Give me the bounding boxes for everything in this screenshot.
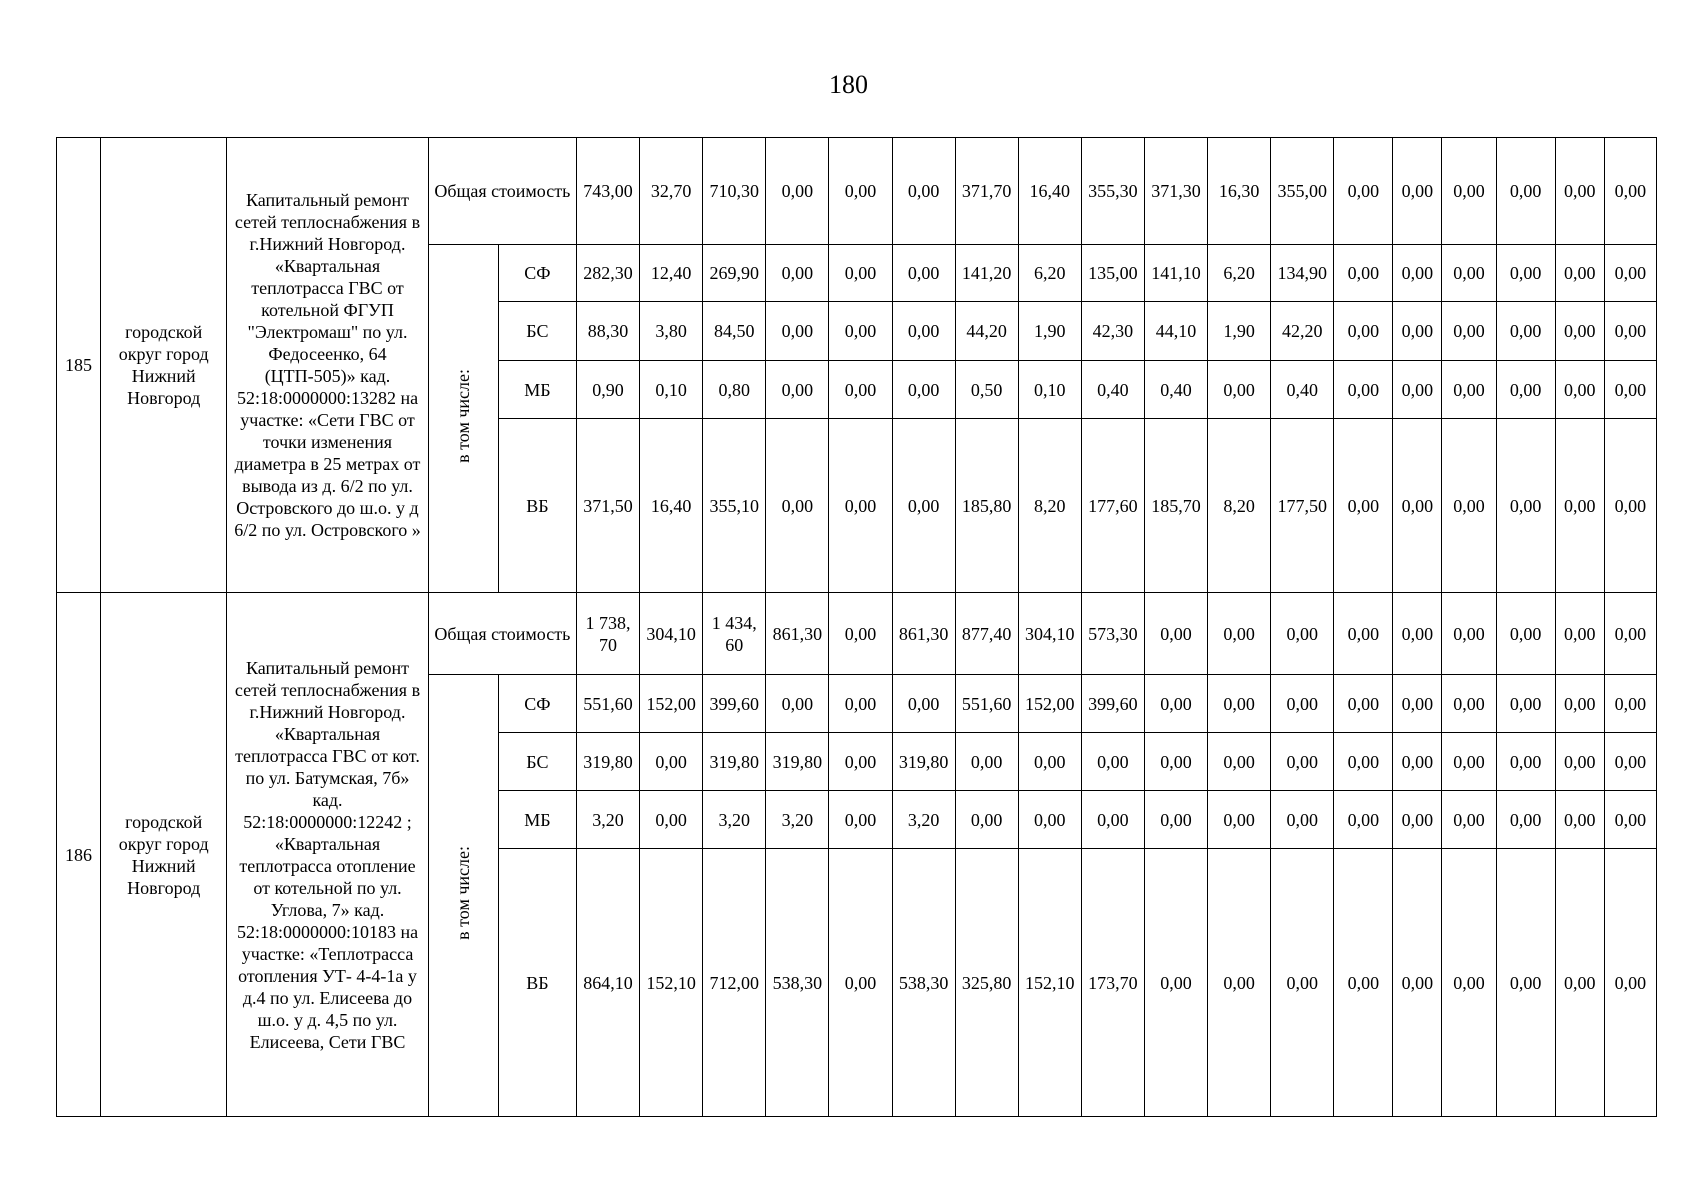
amount-cell: 0,00: [766, 302, 829, 361]
amount-cell: 6,20: [1018, 245, 1081, 302]
amount-cell: 0,00: [1604, 138, 1656, 245]
amount-cell: 0,40: [1271, 361, 1334, 419]
amount-cell: 0,00: [1555, 302, 1604, 361]
amount-cell: 0,00: [1604, 302, 1656, 361]
amount-cell: 0,00: [1334, 245, 1393, 302]
amount-cell: 173,70: [1081, 849, 1144, 1117]
amount-cell: 177,50: [1271, 419, 1334, 593]
amount-cell: 355,10: [703, 419, 766, 593]
funding-source-label: ВБ: [498, 849, 576, 1117]
record-description: Капитальный ремонт сетей теплоснабжения в г.Нижний Новгород. «Квартальная теплотрасса ГВС от кот. по ул. Батумская, 7б» кад. 52:18:0000000:12242 ; «Квартальная теплотрасса отопление от котельной по ул. Углова, 7» кад. 52:18:0000000:10183 на участке: «Теплотрасса отопления УТ- 4-4-1а у д.4 по ул. Елисеева до ш.о. у д. 4,5 по ул. Елисеева, Сети ГВС: [227, 593, 428, 1117]
record-total-row: [57, 593, 1657, 675]
amount-cell: 0,00: [1018, 733, 1081, 791]
amount-cell: 0,00: [1334, 593, 1393, 675]
amount-cell: 710,30: [703, 138, 766, 245]
amount-cell: 0,00: [1496, 675, 1555, 733]
amount-cell: 551,60: [576, 675, 639, 733]
funding-source-label: БС: [498, 733, 576, 791]
amount-cell: 0,00: [1604, 245, 1656, 302]
amount-cell: 0,00: [1393, 791, 1442, 849]
amount-cell: 0,00: [1081, 733, 1144, 791]
budget-table-body: [57, 138, 1657, 1117]
amount-cell: 0,40: [1081, 361, 1144, 419]
amount-cell: 551,60: [955, 675, 1018, 733]
amount-cell: 32,70: [640, 138, 703, 245]
amount-cell: 3,20: [703, 791, 766, 849]
amount-cell: 573,30: [1081, 593, 1144, 675]
amount-cell: 0,10: [640, 361, 703, 419]
amount-cell: 0,00: [1442, 733, 1496, 791]
amount-cell: 0,00: [1496, 361, 1555, 419]
amount-cell: 0,00: [1271, 849, 1334, 1117]
amount-cell: 1,90: [1208, 302, 1271, 361]
amount-cell: 319,80: [703, 733, 766, 791]
amount-cell: 538,30: [892, 849, 955, 1117]
amount-cell: 371,50: [576, 419, 639, 593]
amount-cell: 0,00: [1208, 361, 1271, 419]
amount-cell: 0,00: [1555, 593, 1604, 675]
amount-cell: 0,00: [829, 733, 892, 791]
amount-cell: 864,10: [576, 849, 639, 1117]
amount-cell: 152,10: [640, 849, 703, 1117]
amount-cell: 0,00: [766, 138, 829, 245]
amount-cell: 0,00: [1442, 302, 1496, 361]
amount-cell: 0,00: [892, 138, 955, 245]
amount-cell: 141,20: [955, 245, 1018, 302]
amount-cell: 861,30: [892, 593, 955, 675]
amount-cell: 3,20: [766, 791, 829, 849]
amount-cell: 0,00: [829, 245, 892, 302]
amount-cell: 0,00: [1604, 675, 1656, 733]
amount-cell: 1 434,60: [703, 593, 766, 675]
amount-cell: 0,00: [1604, 361, 1656, 419]
amount-cell: 0,00: [766, 675, 829, 733]
amount-cell: 0,00: [1496, 302, 1555, 361]
amount-cell: 319,80: [766, 733, 829, 791]
amount-cell: 0,00: [1442, 849, 1496, 1117]
record-municipality: городской округ город Нижний Новгород: [101, 593, 227, 1117]
funding-source-label: СФ: [498, 245, 576, 302]
amount-cell: 712,00: [703, 849, 766, 1117]
amount-cell: 0,90: [576, 361, 639, 419]
amount-cell: 0,00: [1393, 593, 1442, 675]
amount-cell: 0,00: [1334, 849, 1393, 1117]
including-label-cell: [428, 675, 498, 1117]
funding-source-label: БС: [498, 302, 576, 361]
amount-cell: 0,00: [1442, 361, 1496, 419]
amount-cell: 0,00: [1496, 245, 1555, 302]
amount-cell: 0,00: [1393, 361, 1442, 419]
amount-cell: 0,00: [1604, 593, 1656, 675]
amount-cell: 44,10: [1144, 302, 1207, 361]
amount-cell: 0,00: [829, 593, 892, 675]
amount-cell: 0,00: [1334, 361, 1393, 419]
amount-cell: 0,00: [829, 675, 892, 733]
amount-cell: 0,00: [1334, 791, 1393, 849]
amount-cell: 0,00: [1208, 675, 1271, 733]
amount-cell: 141,10: [1144, 245, 1207, 302]
page-number: 180: [829, 70, 868, 99]
amount-cell: 0,00: [1555, 675, 1604, 733]
including-label: в том числе:: [453, 369, 474, 463]
amount-cell: 185,80: [955, 419, 1018, 593]
amount-cell: 0,80: [703, 361, 766, 419]
amount-cell: 0,00: [1496, 791, 1555, 849]
amount-cell: 6,20: [1208, 245, 1271, 302]
amount-cell: 0,00: [1334, 419, 1393, 593]
amount-cell: 304,10: [640, 593, 703, 675]
amount-cell: 538,30: [766, 849, 829, 1117]
amount-cell: 0,00: [1442, 138, 1496, 245]
amount-cell: 0,00: [1604, 419, 1656, 593]
amount-cell: 44,20: [955, 302, 1018, 361]
amount-cell: 355,00: [1271, 138, 1334, 245]
amount-cell: 0,00: [1144, 791, 1207, 849]
amount-cell: 185,70: [1144, 419, 1207, 593]
amount-cell: 319,80: [576, 733, 639, 791]
total-cost-label: Общая стоимость: [428, 138, 576, 245]
amount-cell: 0,00: [1555, 138, 1604, 245]
amount-cell: 0,00: [955, 733, 1018, 791]
amount-cell: 0,00: [1208, 593, 1271, 675]
amount-cell: 877,40: [955, 593, 1018, 675]
record-description: Капитальный ремонт сетей теплоснабжения в г.Нижний Новгород. «Квартальная теплотрасса ГВС от котельной ФГУП "Электромаш" по ул. Федосеенко, 64 (ЦТП-505)» кад. 52:18:0000000:13282 на участке: «Сети ГВС от точки изменения диаметра в 25 метрах от вывода из д. 6/2 по ул. Островского до ш.о. у д 6/2 по ул. Островского »: [227, 138, 428, 593]
amount-cell: 0,00: [829, 791, 892, 849]
amount-cell: 0,00: [1334, 302, 1393, 361]
amount-cell: 152,00: [1018, 675, 1081, 733]
amount-cell: 0,00: [1496, 138, 1555, 245]
amount-cell: 0,00: [1604, 791, 1656, 849]
amount-cell: 152,00: [640, 675, 703, 733]
amount-cell: 12,40: [640, 245, 703, 302]
amount-cell: 0,00: [1604, 849, 1656, 1117]
amount-cell: 0,00: [1208, 733, 1271, 791]
amount-cell: 0,00: [1271, 675, 1334, 733]
amount-cell: 0,00: [1393, 419, 1442, 593]
amount-cell: 16,40: [1018, 138, 1081, 245]
amount-cell: 3,20: [892, 791, 955, 849]
amount-cell: 0,00: [955, 791, 1018, 849]
including-label: в том числе:: [453, 846, 474, 940]
amount-cell: 0,00: [1442, 245, 1496, 302]
record-municipality: городской округ город Нижний Новгород: [101, 138, 227, 593]
amount-cell: 0,00: [1496, 733, 1555, 791]
amount-cell: 0,00: [1393, 302, 1442, 361]
amount-cell: 371,70: [955, 138, 1018, 245]
amount-cell: 269,90: [703, 245, 766, 302]
amount-cell: 0,00: [640, 733, 703, 791]
amount-cell: 152,10: [1018, 849, 1081, 1117]
amount-cell: 371,30: [1144, 138, 1207, 245]
amount-cell: 0,00: [1271, 733, 1334, 791]
amount-cell: 282,30: [576, 245, 639, 302]
amount-cell: 0,00: [1144, 593, 1207, 675]
amount-cell: 177,60: [1081, 419, 1144, 593]
budget-table: [56, 137, 1657, 1117]
amount-cell: 134,90: [1271, 245, 1334, 302]
amount-cell: 0,50: [955, 361, 1018, 419]
amount-cell: 0,40: [1144, 361, 1207, 419]
amount-cell: 0,00: [892, 361, 955, 419]
amount-cell: 3,80: [640, 302, 703, 361]
amount-cell: 0,00: [829, 302, 892, 361]
amount-cell: 319,80: [892, 733, 955, 791]
funding-source-label: МБ: [498, 361, 576, 419]
amount-cell: 0,00: [1555, 419, 1604, 593]
amount-cell: 0,00: [1604, 733, 1656, 791]
amount-cell: 0,00: [1442, 675, 1496, 733]
amount-cell: 0,00: [1555, 733, 1604, 791]
record-number: 185: [57, 138, 101, 593]
amount-cell: 0,00: [1018, 791, 1081, 849]
amount-cell: 0,00: [1334, 733, 1393, 791]
amount-cell: 42,30: [1081, 302, 1144, 361]
amount-cell: 0,00: [892, 302, 955, 361]
amount-cell: 8,20: [1208, 419, 1271, 593]
amount-cell: 16,40: [640, 419, 703, 593]
funding-source-label: ВБ: [498, 419, 576, 593]
amount-cell: 325,80: [955, 849, 1018, 1117]
amount-cell: 355,30: [1081, 138, 1144, 245]
amount-cell: 0,00: [1393, 245, 1442, 302]
amount-cell: 0,00: [892, 245, 955, 302]
amount-cell: 1,90: [1018, 302, 1081, 361]
amount-cell: 16,30: [1208, 138, 1271, 245]
amount-cell: 0,00: [1144, 675, 1207, 733]
amount-cell: 0,00: [1208, 791, 1271, 849]
amount-cell: 0,00: [1393, 675, 1442, 733]
record-number: 186: [57, 593, 101, 1117]
amount-cell: 135,00: [1081, 245, 1144, 302]
funding-source-label: МБ: [498, 791, 576, 849]
amount-cell: 0,00: [829, 849, 892, 1117]
amount-cell: 0,00: [892, 675, 955, 733]
amount-cell: 0,00: [1271, 791, 1334, 849]
record-total-row: [57, 138, 1657, 245]
amount-cell: 0,00: [1334, 138, 1393, 245]
amount-cell: 399,60: [1081, 675, 1144, 733]
amount-cell: 3,20: [576, 791, 639, 849]
amount-cell: 0,00: [1496, 593, 1555, 675]
amount-cell: 8,20: [1018, 419, 1081, 593]
amount-cell: 0,00: [1555, 791, 1604, 849]
amount-cell: 84,50: [703, 302, 766, 361]
amount-cell: 88,30: [576, 302, 639, 361]
amount-cell: 0,00: [1393, 733, 1442, 791]
amount-cell: 743,00: [576, 138, 639, 245]
funding-source-label: СФ: [498, 675, 576, 733]
amount-cell: 0,00: [766, 361, 829, 419]
amount-cell: 0,00: [1393, 849, 1442, 1117]
amount-cell: 0,00: [640, 791, 703, 849]
amount-cell: 0,00: [829, 138, 892, 245]
amount-cell: 42,20: [1271, 302, 1334, 361]
amount-cell: 0,00: [1208, 849, 1271, 1117]
amount-cell: 0,10: [1018, 361, 1081, 419]
amount-cell: 0,00: [1555, 245, 1604, 302]
amount-cell: 0,00: [829, 419, 892, 593]
amount-cell: 0,00: [766, 419, 829, 593]
including-label-cell: [428, 245, 498, 593]
total-cost-label: Общая стоимость: [428, 593, 576, 675]
amount-cell: 0,00: [766, 245, 829, 302]
amount-cell: 0,00: [1496, 419, 1555, 593]
amount-cell: 0,00: [1442, 593, 1496, 675]
amount-cell: 0,00: [1271, 593, 1334, 675]
amount-cell: 304,10: [1018, 593, 1081, 675]
amount-cell: 399,60: [703, 675, 766, 733]
amount-cell: 0,00: [1555, 361, 1604, 419]
amount-cell: 0,00: [1555, 849, 1604, 1117]
amount-cell: 0,00: [1393, 138, 1442, 245]
amount-cell: 0,00: [892, 419, 955, 593]
amount-cell: 861,30: [766, 593, 829, 675]
amount-cell: 0,00: [1496, 849, 1555, 1117]
amount-cell: 0,00: [1081, 791, 1144, 849]
amount-cell: 0,00: [1334, 675, 1393, 733]
amount-cell: 0,00: [829, 361, 892, 419]
amount-cell: 0,00: [1442, 419, 1496, 593]
amount-cell: 1 738,70: [576, 593, 639, 675]
amount-cell: 0,00: [1442, 791, 1496, 849]
amount-cell: 0,00: [1144, 733, 1207, 791]
amount-cell: 0,00: [1144, 849, 1207, 1117]
